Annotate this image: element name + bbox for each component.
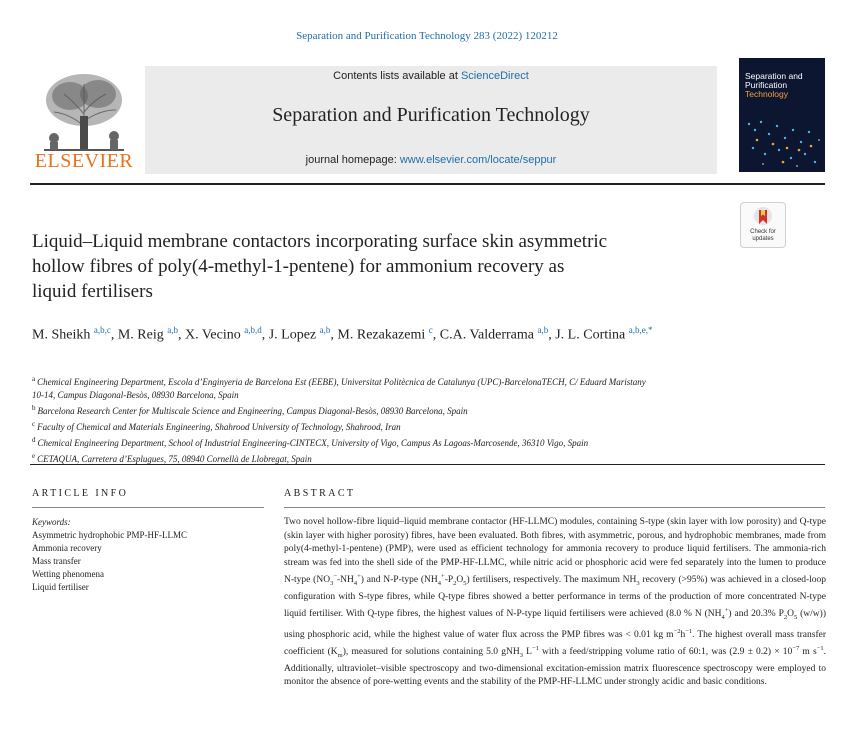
abstract-segment: -P (444, 575, 454, 586)
abstract-segment: Two novel hollow-fibre liquid–liquid membrane contactor (HF-LLMC) modules, containing S-type (skin layer with low porosity) and Q-type (skin layer with higher porosity) fibres, have been evaluated. Both fibres, with asymmetric, porous, and hydrophobic membranes, made from poly(4-methyl-1-pentene) (PMP), were used as efficient technology for ammonia recovery to produce liquid fertilisers. The ammonia-rich stream was fed into the shell side of the PMP-HF-LLMC, while nitric acid or phosphoric acid were fed separately into the lumen to produce N-type (NO (284, 517, 826, 586)
title-line-3: liquid fertilisers (32, 281, 153, 302)
abstract-segment: O (456, 575, 464, 586)
journal-citation[interactable]: Separation and Purification Technology 283 (2022) 120212 (296, 30, 558, 42)
keyword-item[interactable]: Ammonia recovery (32, 543, 102, 553)
abstract-segment: O (787, 609, 794, 620)
author-affiliation-link[interactable]: a,b,e,* (628, 325, 653, 335)
article-info-heading: ARTICLE INFO (32, 488, 129, 499)
author-affiliation-link[interactable]: a,b (167, 325, 178, 335)
affiliation-text: CETAQUA, Carretera d’Esplugues, 75, 08940 Cornellà de Llobregat, Spain (37, 454, 312, 464)
superscript: −1 (685, 627, 693, 635)
author-name[interactable]: C.A. Valderrama (439, 327, 534, 343)
superscript: −1 (531, 645, 539, 653)
article-info-rule (32, 507, 264, 508)
abstract-segment: -NH (336, 575, 354, 586)
affiliation-text: Chemical Engineering Department, Escola d’Enginyeria de Barcelona Est (EEBE), Universitat Politècnica de Catalunya (UPC)-BarcelonaTECH, C/ Eduard Maristany (37, 377, 646, 387)
superscript: − (333, 573, 337, 580)
author-name[interactable]: M. Rezakazemi (337, 327, 426, 343)
affiliation-text: Barcelona Research Center for Multiscale Science and Engineering, Campus Diagonal-Besòs, 08930 Barcelona, Spain (37, 406, 468, 416)
subscript: 4 (721, 614, 725, 622)
author-affiliation-link[interactable]: a,b (319, 325, 331, 335)
header-rule (30, 183, 825, 185)
affiliation-item (32, 434, 732, 450)
cover-title-line3: Technology (745, 89, 789, 99)
cover-title-line1: Separation and (745, 71, 803, 81)
sciencedirect-link[interactable]: ScienceDirect (460, 70, 529, 82)
keywords-block (32, 516, 264, 594)
subscript: 4 (353, 580, 358, 588)
abstract-segment: ), measured for solutions containing 5.0 gNH (342, 647, 520, 658)
check-for-updates-button[interactable] (740, 202, 786, 248)
subscript: 5 (463, 580, 467, 588)
affiliation-item (32, 402, 732, 418)
homepage-prefix: journal homepage: (305, 154, 400, 166)
keyword-item[interactable]: Liquid fertiliser (32, 582, 89, 592)
subscript: m (337, 652, 343, 660)
abstract-segment: . Additionally, ultraviolet–visible spectroscopy and two-dimensional excitation-emission matrix fluorescence spectroscopy were employed to monitor the absence of pore-wetting events and the stability of the PMP-HF-LLMC under strongly acidic and basic conditions. (284, 647, 826, 688)
affiliation-letter: e (32, 452, 36, 460)
title-line-2: hollow fibres of poly(4-methyl-1-pentene) for ammonium recovery as (32, 256, 565, 277)
affiliation-letter: b (32, 404, 36, 412)
abstract-segment: . The highest overall mass transfer coefficient (K (284, 629, 826, 658)
abstract-segment: ) fertilisers, respectively. The maximum NH (466, 575, 637, 586)
abstract-segment: L (522, 647, 532, 658)
article-title (32, 229, 732, 304)
check-for-updates-label (741, 229, 785, 243)
abstract-heading: ABSTRACT (284, 488, 356, 499)
author-list: M. Sheikh $^{a,b,c}$, M. Reig $^{a,b}$, X. Vecino $^{a,b,d}$, J. Lopez $^{a,b}$, M. Rezakazemi $^c$, C.A. Valderrama $^{a,b}$, J. L. Cortina $^{a,b,e,*}$ (32, 325, 653, 343)
keyword-item[interactable]: Mass transfer (32, 556, 81, 566)
title-line-1: Liquid–Liquid membrane contactors incorporating surface skin asymmetric (32, 231, 608, 252)
superscript: −2 (673, 627, 681, 635)
affiliation-item (32, 373, 732, 389)
subscript: 3 (636, 580, 640, 588)
subscript: 4 (437, 580, 442, 588)
author-affiliation-link[interactable]: a,b,c (93, 325, 111, 335)
superscript: −1 (816, 645, 824, 653)
check-updates-line1: Check for (750, 229, 776, 235)
abstract-segment: ) and 20.3% P (728, 609, 784, 620)
abstract-segment: (w/w)) using phosphoric acid, while the highest value of water flux across the PMP fibres was < 0.01 kg m (284, 609, 826, 640)
author-name[interactable]: M. Reig (117, 327, 164, 343)
subscript: 2 (783, 614, 788, 622)
journal-name[interactable]: Separation and Purification Technology (272, 104, 590, 126)
affiliation-text: Chemical Engineering Department, School of Industrial Engineering-CINTECX, University of Vigo, Campus As Lagoas-Marcosende, 36310 Vigo, Spain (37, 438, 589, 448)
author-name[interactable]: X. Vecino (184, 327, 241, 343)
subscript: 2 (453, 580, 457, 588)
keyword-item[interactable]: Asymmetric hydrophobic PMP-HF-LLMC (32, 530, 187, 540)
superscript: + (724, 607, 729, 615)
affiliation-item-continued: 10-14, Campus Diagonal-Besòs, 08930 Barcelona, Spain (32, 390, 239, 400)
abstract-text (284, 516, 826, 690)
homepage-line (145, 154, 717, 166)
superscript: + (441, 573, 445, 580)
keywords-label: Keywords: (32, 517, 71, 527)
subscript: 3 (519, 652, 523, 660)
superscript: −7 (792, 645, 800, 653)
abstract-segment: m s (799, 647, 817, 658)
bookmark-icon (753, 206, 773, 228)
affiliation-letter: d (32, 436, 36, 444)
author-affiliation-link[interactable]: a,b (537, 325, 549, 335)
subscript: 3 (330, 580, 334, 588)
affiliation-letter: a (32, 375, 36, 383)
cover-title (745, 72, 821, 99)
elsevier-wordmark[interactable]: ELSEVIER (34, 150, 134, 172)
journal-banner (145, 66, 717, 174)
affiliation-item (32, 418, 732, 434)
affiliation-letter: c (32, 420, 36, 428)
author-name[interactable]: J. Lopez (268, 327, 317, 343)
abstract-segment: with a feed/stripping volume ratio of 60:1, was (2.9 ± 0.2) × 10 (538, 647, 793, 658)
superscript: + (357, 573, 361, 580)
author-affiliation-link[interactable]: c (428, 325, 433, 335)
affiliation-list (32, 373, 732, 466)
check-updates-line2: updates (752, 236, 774, 242)
subscript: 5 (793, 614, 798, 622)
abstract-segment: recovery (>95%) was achieved in a closed-loop configuration with S-type fibres, while Q-type fibres showed a better performance in terms of the production of more concentrated N-type liquid fertiliser. With Q-type fibres, the highest values of N-P-type liquid fertilisers were achieved (8.0 % N (NH (284, 575, 827, 620)
author-affiliation-link[interactable]: a,b,d (244, 325, 262, 335)
author-name[interactable]: M. Sheikh (32, 327, 91, 343)
contents-line (145, 70, 717, 82)
cover-art-icon (739, 104, 825, 172)
contents-prefix: Contents lists available at (333, 70, 461, 82)
section-rule (30, 464, 825, 465)
affiliation-text: Faculty of Chemical and Materials Engineering, Shahrood University of Technology, Shahrood, Iran (37, 422, 401, 432)
homepage-link[interactable]: www.elsevier.com/locate/seppur (399, 154, 557, 166)
abstract-segment: h (680, 629, 686, 640)
abstract-rule (284, 507, 825, 508)
keyword-item[interactable]: Wetting phenomena (32, 569, 105, 579)
journal-cover[interactable] (739, 58, 825, 172)
author-name[interactable]: J. L. Cortina (555, 327, 626, 343)
abstract-segment: ) and N-P-type (NH (360, 575, 438, 586)
cover-title-line2: Purification (745, 80, 788, 90)
